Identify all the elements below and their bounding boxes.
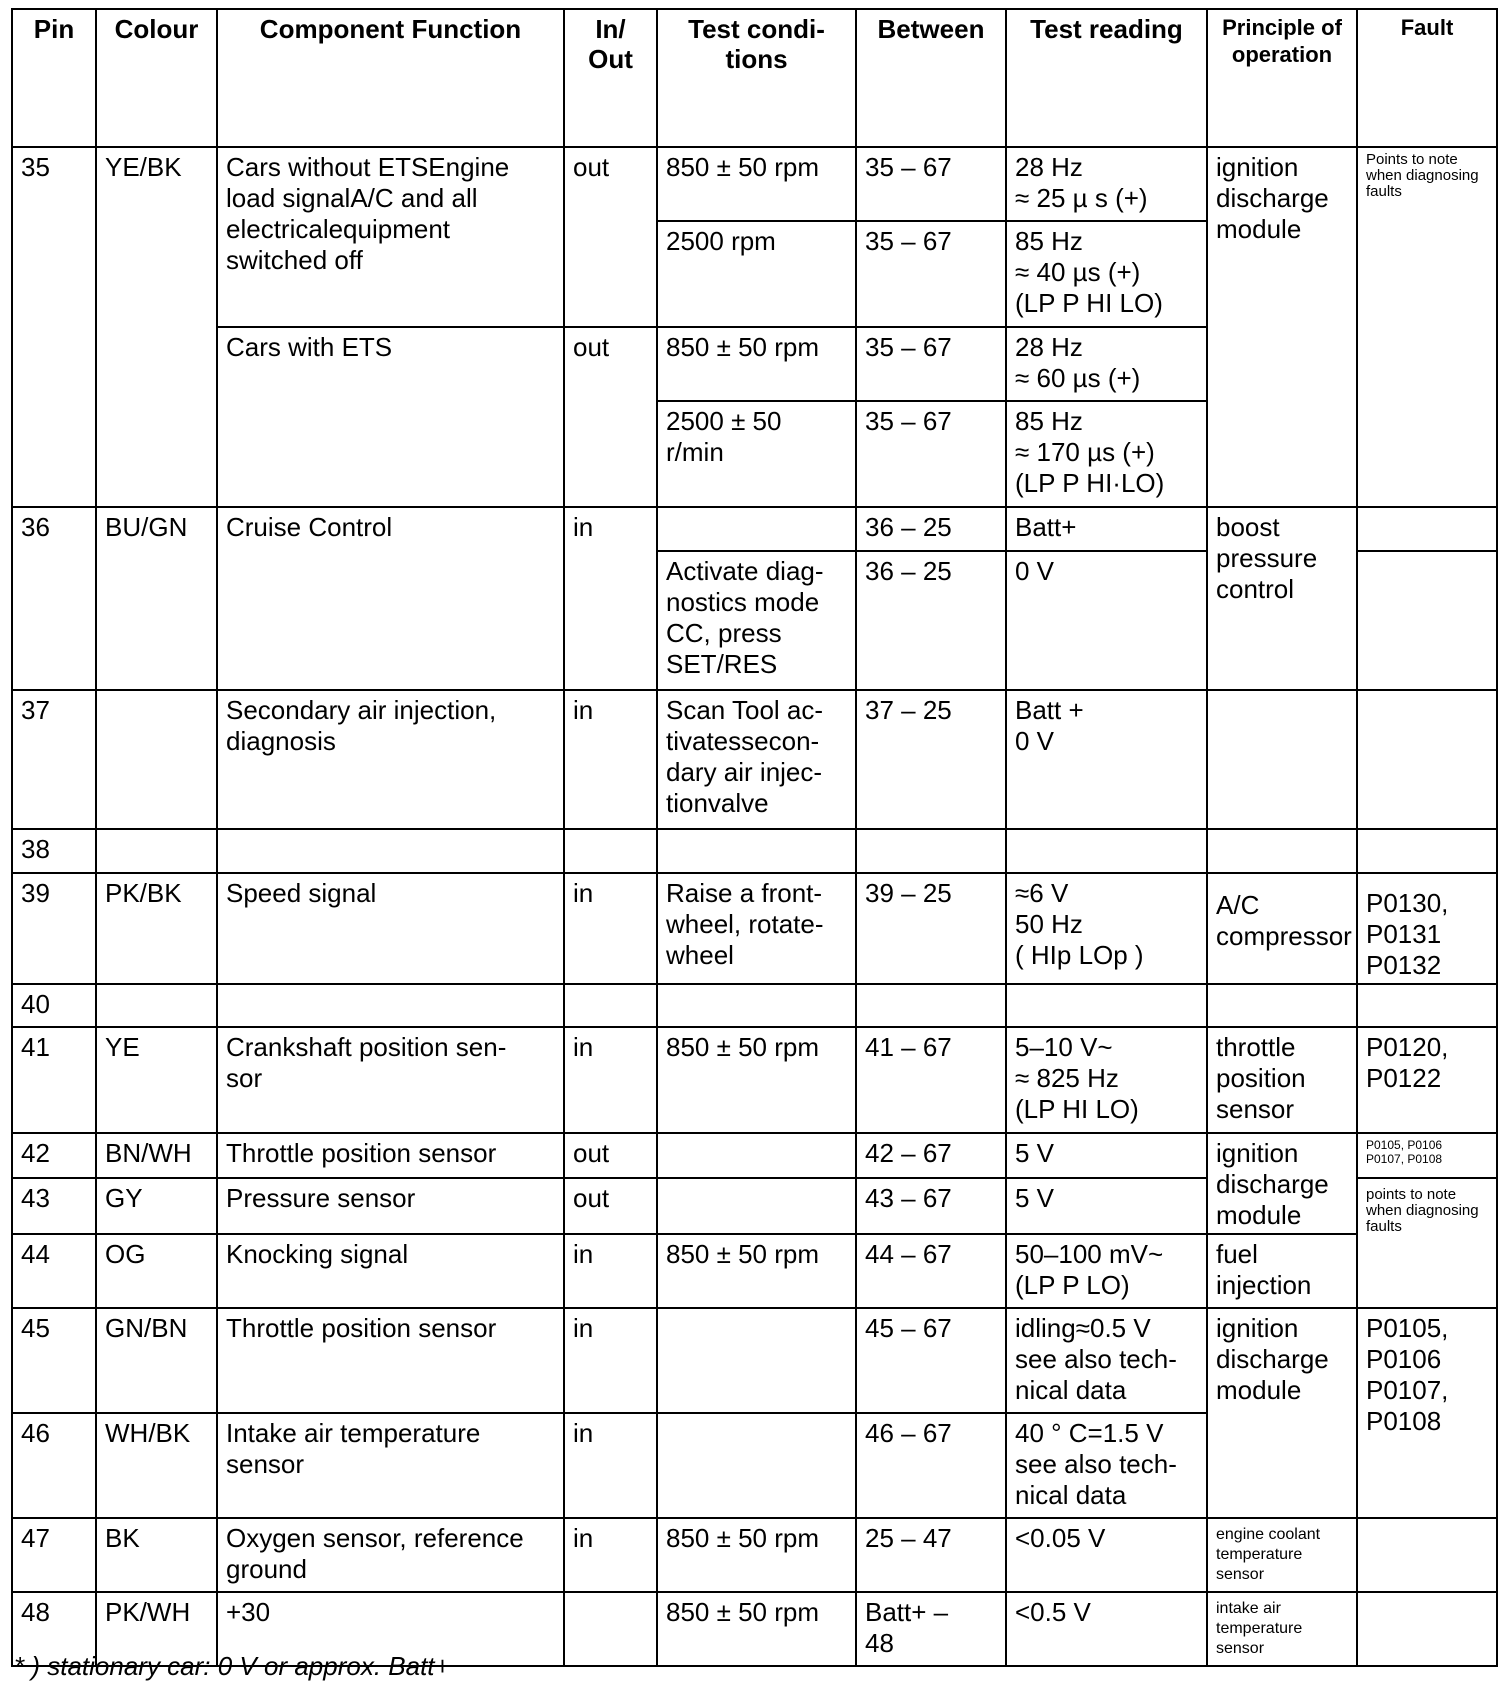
header-principle: Principle of operation [1207, 9, 1357, 147]
principle-cell: boost pressure control [1207, 507, 1357, 690]
function-cell: Throttle position sensor [217, 1308, 564, 1413]
function-cell: Cruise Control [217, 507, 564, 690]
function-cell: Throttle position sensor [217, 1133, 564, 1178]
function-cell: +30 [217, 1592, 564, 1666]
table-row [12, 507, 1497, 551]
pin-cell: 46 [12, 1413, 96, 1518]
footnote: * ) stationary car: 0 V or approx. Batt+ [14, 1651, 450, 1681]
between-cell: 36 – 25 [856, 507, 1006, 551]
fault-cell: P0120, P0122 [1357, 1027, 1497, 1133]
colour-cell [96, 829, 217, 873]
inout-cell: out [564, 1178, 657, 1234]
between-cell: 42 – 67 [856, 1133, 1006, 1178]
function-cell: Secondary air injection, diagnosis [217, 690, 564, 829]
principle-cell [1207, 829, 1357, 873]
between-cell: Batt+ – 48 [856, 1592, 1006, 1666]
header-between: Between [856, 9, 1006, 147]
colour-cell: BK [96, 1518, 217, 1592]
pin-cell: 48 [12, 1592, 96, 1666]
header-colour: Colour [96, 9, 217, 147]
colour-cell: BN/WH [96, 1133, 217, 1178]
condition-cell [657, 1178, 856, 1234]
reading-cell: 50–100 mV~ (LP P LO) [1006, 1234, 1207, 1308]
colour-cell: YE/BK [96, 147, 217, 507]
table-row [12, 690, 1497, 829]
colour-cell: PK/BK [96, 873, 217, 984]
function-cell: Speed signal [217, 873, 564, 984]
reading-cell: 5–10 V~ ≈ 825 Hz (LP HI LO) [1006, 1027, 1207, 1133]
principle-cell: engine coolant temperature sensor [1207, 1518, 1357, 1592]
between-cell: 35 – 67 [856, 327, 1006, 401]
reading-cell: 28 Hz ≈ 60 µs (+) [1006, 327, 1207, 401]
pin-cell: 47 [12, 1518, 96, 1592]
between-cell: 46 – 67 [856, 1413, 1006, 1518]
fault-cell [1357, 1518, 1497, 1592]
fault-cell [1357, 507, 1497, 551]
header-pin: Pin [12, 9, 96, 147]
inout-cell: out [564, 1133, 657, 1178]
pin-table [11, 8, 1498, 1667]
table-row [12, 873, 1497, 984]
principle-cell [1207, 690, 1357, 829]
condition-cell: 850 ± 50 rpm [657, 1518, 856, 1592]
fault-cell [1357, 829, 1497, 873]
principle-cell: fuel injection [1207, 1234, 1357, 1308]
header-test-reading: Test reading [1006, 9, 1207, 147]
inout-cell: in [564, 1518, 657, 1592]
principle-cell: ignition discharge module [1207, 1133, 1357, 1234]
pin-cell: 41 [12, 1027, 96, 1133]
principle-cell: intake air temperature sensor [1207, 1592, 1357, 1666]
inout-cell: out [564, 147, 657, 327]
inout-cell [564, 1592, 657, 1666]
reading-cell: 28 Hz ≈ 25 µ s (+) [1006, 147, 1207, 221]
between-cell: 39 – 25 [856, 873, 1006, 984]
reading-cell: 85 Hz ≈ 40 µs (+) (LP P HI LO) [1006, 221, 1207, 327]
pin-cell: 36 [12, 507, 96, 690]
inout-cell: in [564, 1413, 657, 1518]
fault-cell: Points to note when diagnosing faults [1357, 147, 1497, 507]
condition-cell [657, 507, 856, 551]
colour-cell: GY [96, 1178, 217, 1234]
function-cell: Oxygen sensor, reference ground [217, 1518, 564, 1592]
between-cell: 43 – 67 [856, 1178, 1006, 1234]
reading-cell: 40 ° C=1.5 V see also tech- nical data [1006, 1413, 1207, 1518]
condition-cell: Activate diag- nostics mode CC, press SET/RES [657, 551, 856, 690]
function-cell [217, 984, 564, 1027]
function-cell: Cars without ETSEngine load signalA/C and all electricalequipment switched off [217, 147, 564, 327]
pin-cell: 45 [12, 1308, 96, 1413]
fault-cell [1357, 690, 1497, 829]
condition-cell: 850 ± 50 rpm [657, 1592, 856, 1666]
condition-cell: Scan Tool ac- tivatessecon- dary air injec- tionvalve [657, 690, 856, 829]
table-row [12, 147, 1497, 221]
condition-cell: Raise a front- wheel, rotate- wheel [657, 873, 856, 984]
condition-cell [657, 984, 856, 1027]
between-cell: 44 – 67 [856, 1234, 1006, 1308]
condition-cell [657, 1308, 856, 1413]
fault-cell [1357, 1592, 1497, 1666]
reading-cell: 5 V [1006, 1133, 1207, 1178]
header-row [12, 9, 1497, 147]
colour-cell: GN/BN [96, 1308, 217, 1413]
header-fault: Fault [1357, 9, 1497, 147]
colour-cell [96, 984, 217, 1027]
fault-cell: P0105, P0106 P0107, P0108 [1357, 1133, 1497, 1178]
pin-cell: 37 [12, 690, 96, 829]
table-row [12, 1027, 1497, 1133]
inout-cell [564, 984, 657, 1027]
reading-cell: ≈6 V 50 Hz ( HIp LOp ) [1006, 873, 1207, 984]
principle-cell: ignition discharge module [1207, 1308, 1357, 1518]
function-cell: Crankshaft position sen- sor [217, 1027, 564, 1133]
inout-cell: in [564, 1027, 657, 1133]
colour-cell: BU/GN [96, 507, 217, 690]
pin-cell: 43 [12, 1178, 96, 1234]
condition-cell [657, 1133, 856, 1178]
principle-cell: throttle position sensor [1207, 1027, 1357, 1133]
between-cell: 35 – 67 [856, 221, 1006, 327]
function-cell [217, 829, 564, 873]
condition-cell: 2500 rpm [657, 221, 856, 327]
between-cell: 41 – 67 [856, 1027, 1006, 1133]
function-cell: Knocking signal [217, 1234, 564, 1308]
colour-cell [96, 690, 217, 829]
function-cell: Cars with ETS [217, 327, 564, 507]
condition-cell: 2500 ± 50 r/min [657, 401, 856, 507]
between-cell: 25 – 47 [856, 1518, 1006, 1592]
table-row [12, 984, 1497, 1027]
inout-cell: in [564, 690, 657, 829]
condition-cell: 850 ± 50 rpm [657, 327, 856, 401]
inout-cell: in [564, 507, 657, 690]
between-cell: 35 – 67 [856, 147, 1006, 221]
condition-cell [657, 829, 856, 873]
function-cell: Pressure sensor [217, 1178, 564, 1234]
function-cell: Intake air temperature sensor [217, 1413, 564, 1518]
colour-cell: OG [96, 1234, 217, 1308]
colour-cell: WH/BK [96, 1413, 217, 1518]
pin-cell: 42 [12, 1133, 96, 1178]
condition-cell: 850 ± 50 rpm [657, 147, 856, 221]
header-function: Component Function [217, 9, 564, 147]
reading-cell [1006, 829, 1207, 873]
fault-cell: points to note when diagnosing faults [1357, 1178, 1497, 1308]
table-row [12, 1234, 1497, 1308]
between-cell [856, 829, 1006, 873]
between-cell: 37 – 25 [856, 690, 1006, 829]
reading-cell: Batt + 0 V [1006, 690, 1207, 829]
reading-cell: 85 Hz ≈ 170 µs (+) (LP P HI·LO) [1006, 401, 1207, 507]
pin-cell: 38 [12, 829, 96, 873]
inout-cell [564, 829, 657, 873]
between-cell [856, 984, 1006, 1027]
reading-cell [1006, 984, 1207, 1027]
inout-cell: in [564, 1234, 657, 1308]
principle-cell [1207, 984, 1357, 1027]
principle-cell: A/C compressor [1207, 873, 1357, 984]
table-row [12, 1133, 1497, 1178]
between-cell: 35 – 67 [856, 401, 1006, 507]
table-row [12, 1308, 1497, 1413]
inout-cell: out [564, 327, 657, 507]
fault-cell: P0130, P0131 P0132 [1357, 873, 1497, 984]
condition-cell [657, 1413, 856, 1518]
inout-cell: in [564, 873, 657, 984]
principle-cell: ignition discharge module [1207, 147, 1357, 507]
header-test-conditions: Test condi- tions [657, 9, 856, 147]
pin-cell: 40 [12, 984, 96, 1027]
condition-cell: 850 ± 50 rpm [657, 1027, 856, 1133]
condition-cell: 850 ± 50 rpm [657, 1234, 856, 1308]
between-cell: 36 – 25 [856, 551, 1006, 690]
reading-cell: 0 V [1006, 551, 1207, 690]
pin-cell: 35 [12, 147, 96, 507]
reading-cell: <0.5 V [1006, 1592, 1207, 1666]
table-row [12, 829, 1497, 873]
reading-cell: <0.05 V [1006, 1518, 1207, 1592]
fault-cell [1357, 984, 1497, 1027]
reading-cell: Batt+ [1006, 507, 1207, 551]
header-inout: In/ Out [564, 9, 657, 147]
reading-cell: 5 V [1006, 1178, 1207, 1234]
colour-cell: PK/WH [96, 1592, 217, 1666]
table-row [12, 1518, 1497, 1592]
pin-cell: 39 [12, 873, 96, 984]
fault-cell: P0105, P0106 P0107, P0108 [1357, 1308, 1497, 1518]
reading-cell: idling≈0.5 V see also tech- nical data [1006, 1308, 1207, 1413]
fault-cell [1357, 551, 1497, 690]
inout-cell: in [564, 1308, 657, 1413]
between-cell: 45 – 67 [856, 1308, 1006, 1413]
colour-cell: YE [96, 1027, 217, 1133]
pin-cell: 44 [12, 1234, 96, 1308]
